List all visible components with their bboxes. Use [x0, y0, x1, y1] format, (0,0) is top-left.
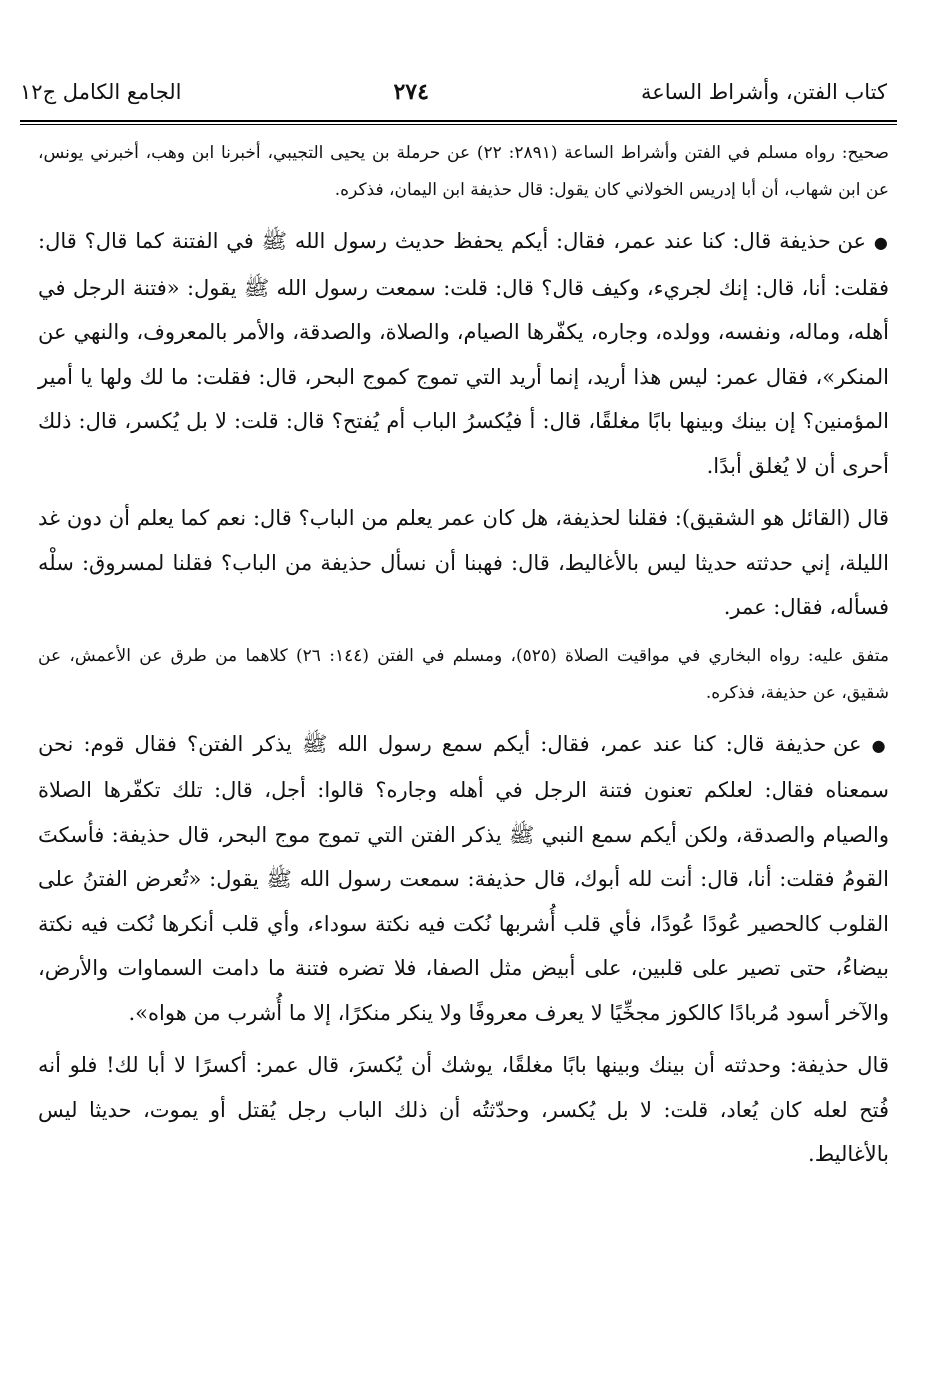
- hadith-source-note: صحيح: رواه مسلم في الفتن وأشراط الساعة (٢٨٩١: ٢٢) عن حرملة بن يحيى التجيبي، أخبرنا ابن وهب، أخبرني يونس، عن ابن شهاب، أن أبا إدريس الخولاني كان يقول: قال حذيفة ابن اليمان، فذكره.: [38, 143, 889, 200]
- chapter-title: كتاب الفتن، وأشراط الساعة: [640, 80, 887, 104]
- hadith-source-note: متفق عليه: رواه البخاري في مواقيت الصلاة (٥٢٥)، ومسلم في الفتن (١٤٤: ٢٦) كلاهما من طرق عن الأعمش، عن شقيق، عن حذيفة، فذكره.: [38, 645, 889, 703]
- bullet-icon: ●: [871, 735, 889, 755]
- hadith-paragraph: قال حذيفة: وحدثته أن بينك وبينها بابًا مغلقًا، يوشك أن يُكسرَ، قال عمر: أكسرًا لا أبا لك! فلو أنه فُتح لعله كان يُعاد، قلت: لا بل يُكسر، وحدّثتُه أن ذلك الباب رجل يُقتل أو يموت، حديثا ليس بالأغاليط.: [38, 1053, 889, 1166]
- bullet-icon: ●: [873, 233, 889, 252]
- header-rule-thick: [20, 120, 897, 122]
- book-title: الجامع الكامل ج١٢: [20, 80, 182, 104]
- hadith-paragraph: ● عن حذيفة قال: كنا عند عمر، فقال: أيكم يحفظ حديث رسول الله ﷺ في الفتنة كما قال؟ قال: فقلت: أنا، قال: إنك لجريء، وكيف قال؟ قال: قلت: سمعت رسول الله ﷺ يقول: «فتنة الرجل في أهله، وماله، ونفسه، وولده، وجاره، يكفّرها الصيام، والصلاة، والصدقة، والأمر بالمعروف، والنهي عن المنكر»، فقال عمر: ليس هذا أريد، إنما أريد التي تموج كموج البحر، قال: فقلت: ما لك ولها يا أمير المؤمنين؟ إن بينك وبينها بابًا مغلقًا، قال: أ فيُكسرُ الباب أم يُفتح؟ قال: قلت: لا بل يُكسر، قال: ذلك أحرى أن لا يُغلق أبدًا.: [38, 229, 889, 478]
- hadith-paragraph: ● عن حذيفة قال: كنا عند عمر، فقال: أيكم سمع رسول الله ﷺ يذكر الفتن؟ فقال قوم: نحن سمعناه فقال: لعلكم تعنون فتنة الرجل في أهله وجاره؟ قالوا: أجل، قال: تلك تكفّرها الصلاة والصيام والصدقة، ولكن أيكم سمع النبي ﷺ يذكر الفتن التي تموج موج البحر، قال حذيفة: فأسكتَ القومُ فقلت: أنا، قال: أنت لله أبوك، قال حذيفة: سمعت رسول الله ﷺ يقول: «تُعرض الفتنُ على القلوب كالحصير عُودًا عُودًا، فأي قلب أُشربها نُكت فيه نكتة سوداء، وأي قلب أنكرها نُكت فيه نكتة بيضاءُ، حتى تصير على قلبين، على أبيض مثل الصفا، فلا تضره فتنة ما دامت السماوات والأرض، والآخر أسود مُربادًا كالكوز مجخِّيًا لا يعرف معروفًا ولا ينكر منكرًا، إلا ما أُشرب من هواه».: [38, 731, 889, 1025]
- header-rule-thin: [20, 124, 897, 125]
- page-number: ٢٧٤: [393, 79, 429, 105]
- page-content: [38, 135, 889, 1185]
- hadith-paragraph: قال (القائل هو الشقيق): فقلنا لحذيفة، هل كان عمر يعلم من الباب؟ قال: نعم كما يعلم أن دون غد الليلة، إني حدثته حديثا ليس بالأغاليط، قال: فهبنا أن نسأل حذيفة من الباب؟ فقلنا لمسروق: سلْه فسأله، فقال: عمر.: [38, 506, 889, 619]
- running-header: [20, 70, 887, 114]
